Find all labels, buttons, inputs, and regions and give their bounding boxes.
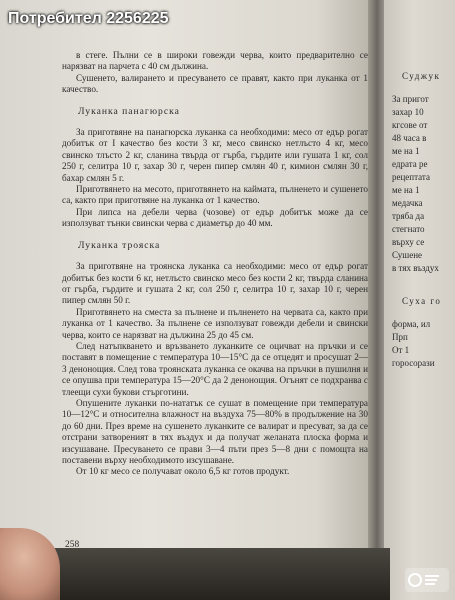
right-page-heading: Суджук xyxy=(402,71,441,81)
book-body-text xyxy=(62,50,368,478)
bazar-logo-icon xyxy=(405,568,449,592)
page-number: 258 xyxy=(65,540,80,550)
right-page-line: кгсове от xyxy=(392,120,428,130)
body-paragraph: От 10 кг месо се получават около 6,5 кг готов продукт. xyxy=(76,466,290,477)
right-page-line: стегнато xyxy=(392,224,425,234)
right-page-line: Сушене xyxy=(392,250,423,260)
right-page-line: ме на 1 xyxy=(392,146,420,156)
body-paragraph: При липса на дебели черва (чозове) от едър добитък може да се използуват тънки свински черва с диаметър до 40 мм. xyxy=(62,206,368,229)
body-paragraph: За приготвяне на троянска луканка са необходими: месо от едър рогат добитък без кости 6 кг, нетлъсто свинско месо без кости 2 кг, твърда сланина от гърба, гърдите и гушата 2 кг, сол 250 г, селитра 10 г, захар 10 г, черен пипер смлян 50 г. xyxy=(62,261,368,306)
right-page-line: Прп xyxy=(392,332,408,342)
section-heading: Луканка панагюрска xyxy=(78,105,180,117)
body-paragraph: Приготвянето на сместа за пълнене и пълненето на червата са, както при луканка от 1 качество. За пълнене се използуват говежди дебели и свински черва, които се нарязват на дължина 25 до 45 см. xyxy=(62,306,368,340)
right-page-line: тряба да xyxy=(392,211,425,221)
right-page-line: върху се xyxy=(392,237,425,247)
right-page-line: За пригот xyxy=(392,94,429,104)
right-page-text xyxy=(392,62,455,370)
seller-username[interactable]: Потребител 2256225 xyxy=(8,10,169,27)
right-page-line: ме на 1 xyxy=(392,185,420,195)
body-paragraph: Приготвянето на месото, приготвянето на каймата, пълненето и сушенето са, както при приготвяне на луканка от 1 качество. xyxy=(62,184,368,206)
right-page-line: горосорази xyxy=(392,358,435,368)
body-paragraph: Сушенето, валирането и пресуването се правят, както при луканка от 1 качество. xyxy=(62,72,368,95)
right-page-line: медачка xyxy=(392,198,423,208)
right-page-line: 48 часа в xyxy=(392,133,427,143)
section-heading: Луканка трояска xyxy=(78,239,161,251)
body-paragraph: Опушените луканки по-нататък се сушат в помещение при температура 10—12°С и относителна влажност на въздуха 75—80% в продължение на 30 до 60 дни. През време на сушенето луканките се валират и пресуват, за да се отстрани затвореният в тях въздух и да получат желаната плоска форма и изсушаване. Пресуването се прави 3—4 пъти през 5—8 дни с помощта на поставени върху необходимото изсушаване. xyxy=(62,397,368,465)
right-page-heading: Суха го xyxy=(402,296,442,306)
body-paragraph: След натъпкването и връзването луканките се оцичват на пръчки и се поставят в помещение с температура 10—15°С да се отцедят и просушат 2—3 денонощия. След това троянската луканка се окачва на пръчки в пушилня и се опушва при температура 15—20°С да 2 денонощия. Огънят се подхранва с тлеещи сухи букови стърготини. xyxy=(62,340,368,397)
right-page-line: От 1 xyxy=(392,345,410,355)
body-paragraph: За приготвяне на панагюрска луканка са необходими: месо от едър рогат добитък от I качество без кости 3 кг, месо свинско нетлъсто 4 кг, месо свинско тлъсто 2 кг, сланина твърда от гърба, гърдите или гушата 1 кг, сол 250 г, селитра 10 г, захар 30 г, черен пипер смлян 40 г, кимион смлян 30 г, бахар смлян 5 г. xyxy=(62,127,368,183)
body-paragraph: в стеге. Пълни се в широки говежди черва, които предварително се нарязват на парчета с 40 см дължина. xyxy=(62,50,368,72)
right-page-line: в тях въздух xyxy=(392,263,439,273)
right-page-line: рецептата xyxy=(392,172,430,182)
right-page-line: захар 10 xyxy=(392,107,424,117)
right-page-line: едрата ре xyxy=(392,159,428,169)
right-page-line: форма, ил xyxy=(392,319,431,329)
